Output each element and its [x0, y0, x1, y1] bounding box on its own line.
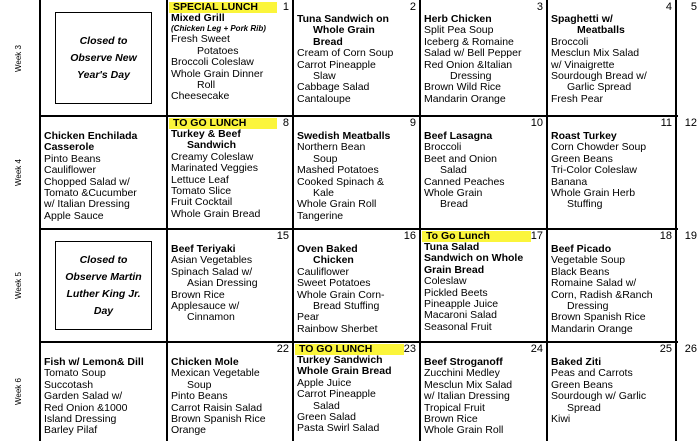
- entree-line: Grain Bread: [424, 263, 485, 276]
- menu-items: [297, 355, 417, 435]
- menu-item: Succotash: [44, 378, 94, 391]
- menu-item: Roll: [197, 79, 216, 92]
- closed-line: Closed to: [79, 34, 128, 47]
- menu-item: Carrot Pineapple: [297, 388, 376, 401]
- menu-item: Spinach Salad w/: [171, 265, 253, 278]
- day-number: 10: [530, 117, 543, 129]
- menu-item: Cabbage Salad: [297, 81, 370, 94]
- day-cell: [548, 1, 675, 115]
- menu-item: Marinated Veggies: [171, 162, 258, 175]
- menu-item: Cooked Spinach &: [297, 175, 384, 188]
- day-cell: [548, 343, 675, 440]
- day-cell: [421, 343, 546, 440]
- day-cell: [677, 343, 700, 440]
- entree-line: Baked Ziti: [551, 356, 602, 368]
- menu-item: Seasonal Fruit: [424, 320, 492, 333]
- menu-item: Mandarin Orange: [424, 92, 506, 105]
- menu-item: Mesclun Mix Salad: [551, 47, 640, 60]
- day-cell: [294, 343, 419, 440]
- menu-item: Pickled Beets: [424, 286, 488, 299]
- day-cell: [41, 1, 166, 115]
- menu-item: Dressing: [567, 300, 609, 313]
- day-cell: [677, 230, 700, 341]
- menu-item: Fresh Pear: [551, 92, 603, 105]
- menu-item: Vegetable Soup: [551, 254, 626, 267]
- menu-item: Cauliflower: [297, 265, 349, 278]
- day-cell: [168, 230, 292, 341]
- menu-item: Salad: [313, 399, 340, 412]
- week-label-text: Week 4: [13, 159, 23, 186]
- menu-item: Cantaloupe: [297, 92, 351, 105]
- menu-item: Tomato Slice: [171, 185, 232, 198]
- menu-item: Black Beans: [551, 265, 610, 278]
- menu-item: Carrot Pineapple: [297, 58, 376, 71]
- entree-line: Spaghetti w/: [551, 13, 613, 25]
- day-cell: [41, 230, 166, 341]
- menu-item: Potatoes: [197, 44, 239, 57]
- menu-item: Sweet Potatoes: [297, 277, 371, 290]
- day-number: 25: [659, 343, 672, 355]
- day-number: 15: [276, 230, 289, 242]
- entree-line: Beef Stroganoff: [424, 356, 503, 368]
- lunch-banner: To Go Lunch: [422, 231, 531, 242]
- day-number: 2: [409, 1, 416, 13]
- menu-item: Asian Dressing: [187, 277, 258, 290]
- menu-item: Creamy Coleslaw: [171, 150, 254, 163]
- menu-items: [424, 242, 544, 333]
- menu-items: [297, 244, 417, 335]
- menu-items: [297, 131, 417, 222]
- menu-item: (Chicken Leg + Pork Rib): [171, 24, 266, 34]
- menu-item: w/ Vinaigrette: [551, 58, 615, 71]
- menu-item: Salad w/ Bell Pepper: [424, 47, 522, 60]
- day-number: 24: [530, 343, 543, 355]
- entree-line: Herb Chicken: [424, 13, 492, 25]
- entree-line: Whole Grain: [313, 24, 375, 37]
- menu-item: Mashed Potatoes: [297, 164, 379, 177]
- entree-line: Beef Picado: [551, 243, 612, 255]
- menu-item: Brown Rice: [424, 413, 478, 426]
- menu-item: Cheesecake: [171, 90, 230, 103]
- menu-item: Northern Bean: [297, 141, 366, 154]
- menu-item: Tri-Color Coleslaw: [551, 164, 637, 177]
- menu-item: Canned Peaches: [424, 175, 505, 188]
- menu-item: Tangerine: [297, 209, 344, 222]
- closed-line: Closed to: [79, 253, 128, 266]
- day-number: 5: [690, 1, 697, 13]
- menu-item: Tomato &Cucumber: [44, 187, 137, 200]
- day-number: 16: [403, 230, 416, 242]
- menu-item: Whole Grain Roll: [297, 198, 377, 211]
- menu-item: Coleslaw: [424, 275, 467, 288]
- entree-line: Fish w/ Lemon& Dill: [44, 356, 144, 368]
- menu-item: Corn Chowder Soup: [551, 141, 647, 154]
- menu-item: Garden Salad w/: [44, 390, 123, 403]
- menu-item: Lettuce Leaf: [171, 173, 229, 186]
- day-cell: [677, 117, 700, 228]
- menu-item: Cauliflower: [44, 164, 96, 177]
- menu-item: Green Beans: [551, 152, 613, 165]
- menu-item: Orange: [171, 424, 207, 437]
- menu-item: Rainbow Sherbet: [297, 322, 378, 335]
- menu-item: Brown Rice: [171, 288, 225, 301]
- entree-line: Swedish Meatballs: [297, 130, 391, 142]
- entree-line: Mixed Grill: [171, 12, 225, 24]
- menu-items: [551, 14, 673, 105]
- closed-notice: [55, 12, 152, 104]
- day-cell: [168, 117, 292, 228]
- menu-item: Soup: [187, 378, 212, 391]
- menu-item: Whole Grain Herb: [551, 187, 636, 200]
- entree-line: Beef Teriyaki: [171, 243, 236, 255]
- menu-items: [424, 357, 544, 437]
- entree-line: Beef Lasagna: [424, 130, 493, 142]
- day-number: 11: [660, 117, 672, 129]
- entree-line: Bread: [313, 35, 343, 48]
- week-label: [3, 342, 33, 441]
- week-label: [3, 116, 33, 229]
- day-number: 22: [276, 343, 289, 355]
- menu-item: Whole Grain: [424, 187, 483, 200]
- menu-item: Whole Grain Corn-: [297, 288, 385, 301]
- menu-item: Dressing: [450, 70, 492, 83]
- menu-item: Fruit Cocktail: [171, 196, 233, 209]
- menu-item: Island Dressing: [44, 413, 117, 426]
- menu-item: Split Pea Soup: [424, 24, 494, 37]
- week-label: [3, 0, 33, 116]
- day-cell: [421, 117, 546, 228]
- entree-line: Oven Baked: [297, 243, 358, 255]
- menu-item: Iceberg & Romaine: [424, 35, 514, 48]
- day-cell: [421, 1, 546, 115]
- entree-line: Whole Grain Bread: [297, 365, 392, 378]
- day-number: 4: [665, 1, 672, 13]
- menu-item: Mandarin Orange: [551, 322, 633, 335]
- day-number: 1: [282, 1, 289, 13]
- menu-item: Spread: [567, 401, 601, 414]
- entree-line: Chicken Enchilada: [44, 130, 138, 142]
- closed-notice: [55, 241, 152, 330]
- menu-item: Pinto Beans: [171, 390, 228, 403]
- entree-line: Meatballs: [577, 24, 625, 37]
- menu-item: Brown Spanish Rice: [551, 311, 646, 324]
- menu-item: Peas and Carrots: [551, 367, 633, 380]
- menu-items: [44, 131, 164, 222]
- day-cell: [168, 1, 292, 115]
- menu-item: Red Onion &1000: [44, 401, 128, 414]
- menu-item: Brown Wild Rice: [424, 81, 502, 94]
- menu-item: Broccoli: [551, 35, 589, 48]
- menu-item: Soup: [313, 152, 338, 165]
- menu-item: Apple Sauce: [44, 209, 104, 222]
- entree-line: Roast Turkey: [551, 130, 617, 142]
- closed-notice-text: [70, 33, 137, 84]
- closed-line: Year's Day: [77, 68, 130, 81]
- menu-items: [171, 244, 290, 324]
- menu-items: [44, 357, 164, 437]
- entree-line: Tuna Sandwich on: [297, 13, 389, 25]
- menu-item: Beet and Onion: [424, 152, 497, 165]
- menu-item: Green Salad: [297, 411, 356, 424]
- menu-item: Slaw: [313, 70, 336, 83]
- menu-items: [297, 14, 417, 105]
- menu-item: Macaroni Salad: [424, 309, 497, 322]
- lunch-banner: TO GO LUNCH: [295, 344, 404, 355]
- day-number: 18: [659, 230, 672, 242]
- menu-item: Bread: [440, 198, 469, 211]
- menu-item: w/ Italian Dressing: [44, 198, 130, 211]
- menu-item: Kale: [313, 187, 335, 200]
- menu-item: Barley Pilaf: [44, 424, 98, 437]
- day-cell: [294, 1, 419, 115]
- menu-items: [551, 244, 673, 335]
- day-number: 9: [409, 117, 416, 129]
- day-number: 23: [403, 343, 416, 355]
- menu-item: Pinto Beans: [44, 152, 101, 165]
- menu-item: Whole Grain Dinner: [171, 67, 264, 80]
- day-cell: [294, 117, 419, 228]
- menu-item: Carrot Raisin Salad: [171, 401, 263, 414]
- menu-item: Cinnamon: [187, 311, 235, 324]
- menu-item: Broccoli Coleslaw: [171, 56, 254, 69]
- day-number: 19: [684, 230, 697, 242]
- menu-item: Pear: [297, 311, 320, 324]
- menu-item: Romaine Salad w/: [551, 277, 637, 290]
- day-cell: [41, 343, 166, 440]
- lunch-banner: SPECIAL LUNCH: [169, 2, 277, 13]
- menu-item: Banana: [551, 175, 588, 188]
- week-label-text: Week 3: [13, 44, 23, 72]
- day-cell: [548, 117, 675, 228]
- menu-item: Cream of Corn Soup: [297, 47, 394, 60]
- menu-item: Pineapple Juice: [424, 298, 499, 311]
- entree-line: Sandwich on Whole: [424, 252, 524, 265]
- menu-item: Chopped Salad w/: [44, 175, 130, 188]
- closed-line: Observe Martin: [65, 270, 142, 283]
- menu-item: Mesclun Mix Salad: [424, 378, 513, 391]
- menu-items: [424, 14, 544, 105]
- entree-line: Turkey & Beef: [171, 128, 241, 140]
- week-label: [3, 229, 33, 342]
- closed-notice-text: [65, 252, 141, 320]
- menu-item: Green Beans: [551, 378, 613, 391]
- day-number: 8: [282, 117, 289, 129]
- entree-line: Chicken: [313, 254, 354, 267]
- week-label-text: Week 5: [13, 272, 23, 299]
- day-number: 12: [684, 117, 697, 129]
- menu-item: Broccoli: [424, 141, 462, 154]
- menu-items: [171, 357, 290, 437]
- menu-item: Whole Grain Roll: [424, 424, 504, 437]
- menu-items: [171, 129, 290, 220]
- menu-item: Garlic Spread: [567, 81, 632, 94]
- menu-items: [424, 131, 544, 211]
- menu-item: Corn, Radish &Ranch: [551, 288, 653, 301]
- menu-item: Brown Spanish Rice: [171, 413, 266, 426]
- entree-line: Casserole: [44, 141, 95, 154]
- lunch-banner: TO GO LUNCH: [169, 118, 277, 129]
- menu-item: Red Onion &Italian: [424, 58, 513, 71]
- menu-item: Sourdough w/ Garlic: [551, 390, 647, 403]
- menu-item: Applesauce w/: [171, 300, 240, 313]
- day-cell: [168, 343, 292, 440]
- menu-item: Kiwi: [551, 413, 571, 426]
- menu-item: Bread Stuffing: [313, 300, 380, 313]
- closed-line: Luther King Jr.: [66, 287, 141, 300]
- menu-item: Zucchini Medley: [424, 367, 500, 380]
- entree-line: Tuna Salad: [424, 241, 480, 253]
- day-cell: [421, 230, 546, 341]
- menu-item: Stuffing: [567, 198, 603, 211]
- entree-line: Turkey Sandwich: [297, 354, 383, 366]
- day-number: 17: [530, 230, 543, 242]
- menu-item: Tropical Fruit: [424, 401, 485, 414]
- menu-item: Sourdough Bread w/: [551, 70, 647, 83]
- day-cell: [548, 230, 675, 341]
- day-cell: [41, 117, 166, 228]
- menu-items: [551, 131, 673, 211]
- menu-item: Asian Vegetables: [171, 254, 253, 267]
- entree-line: Sandwich: [187, 139, 237, 152]
- week-label-text: Week 6: [13, 378, 23, 405]
- menu-item: Whole Grain Bread: [171, 207, 261, 220]
- menu-items: [171, 13, 290, 103]
- menu-item: Apple Juice: [297, 376, 352, 389]
- menu-item: Salad: [440, 164, 467, 177]
- day-number: 26: [684, 343, 697, 355]
- entree-line: Chicken Mole: [171, 356, 239, 368]
- day-number: 3: [536, 1, 543, 13]
- day-cell: [677, 1, 700, 115]
- menu-item: Tomato Soup: [44, 367, 106, 380]
- closed-line: Day: [93, 304, 114, 317]
- menu-items: [551, 357, 673, 425]
- menu-item: Fresh Sweet: [171, 33, 230, 46]
- day-cell: [294, 230, 419, 341]
- closed-line: Observe New: [70, 51, 137, 64]
- menu-item: Pasta Swirl Salad: [297, 422, 380, 435]
- menu-item: Mexican Vegetable: [171, 367, 260, 380]
- menu-item: w/ Italian Dressing: [424, 390, 510, 403]
